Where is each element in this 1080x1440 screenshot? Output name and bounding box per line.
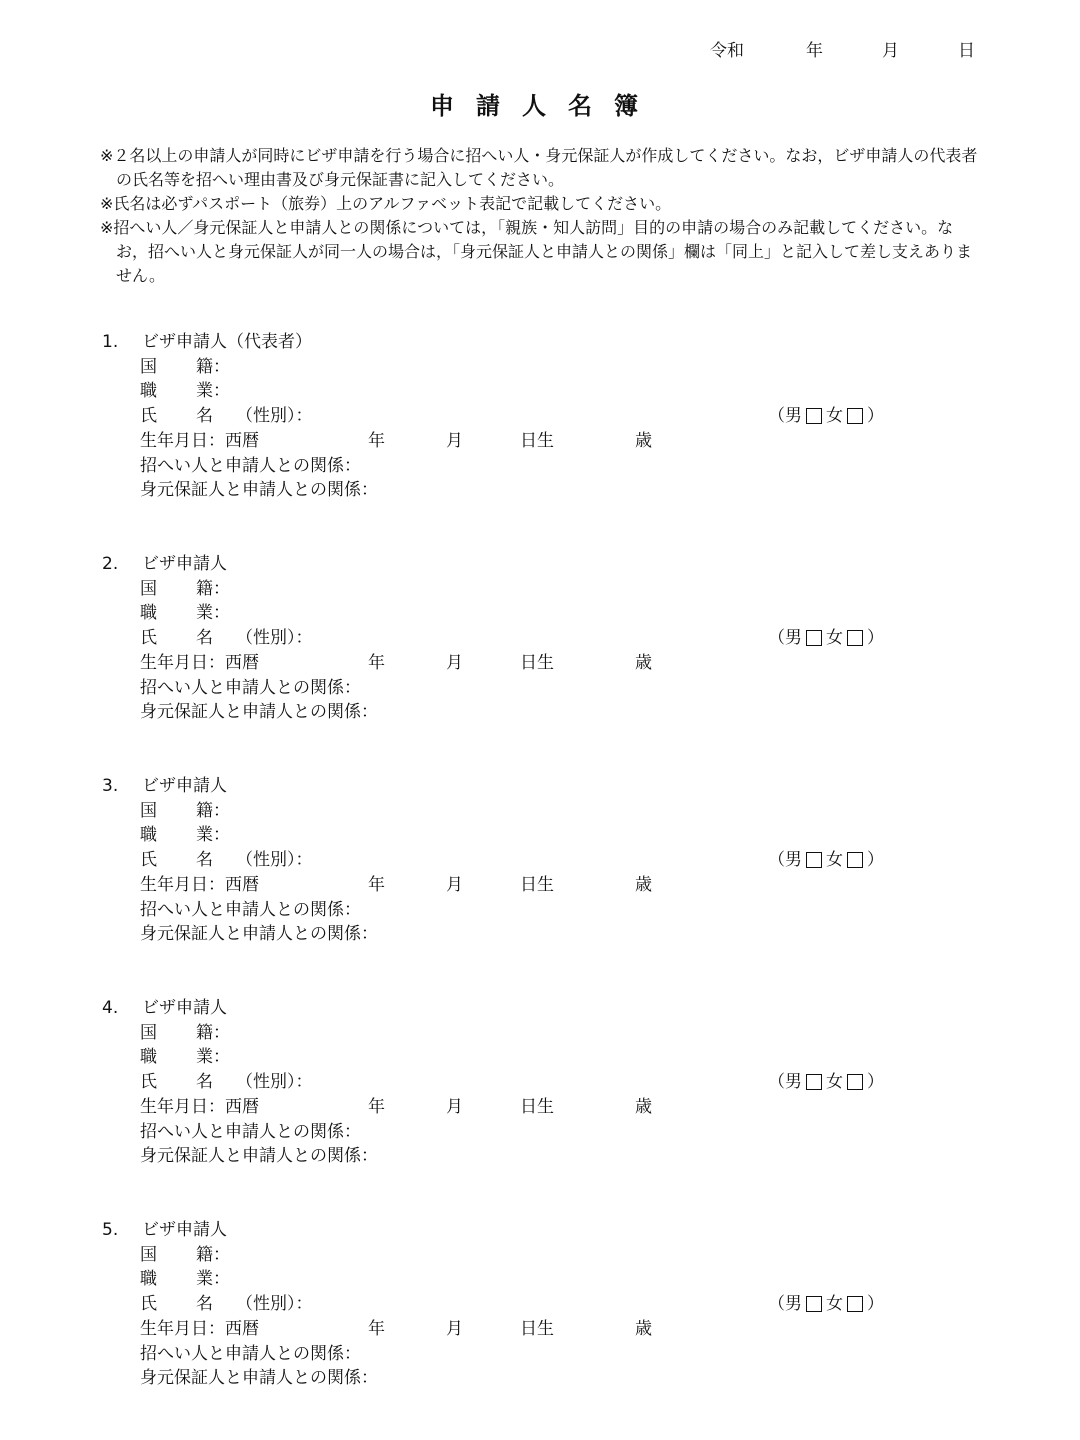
guarantor-relation-row [100, 922, 980, 946]
male-checkbox[interactable] [806, 1296, 822, 1312]
guarantor-relation-row [100, 478, 980, 502]
applicant-heading-row [100, 552, 980, 576]
gender-close-label: ） [867, 628, 884, 648]
birth-month-label: 月 [446, 874, 463, 895]
gender-open-label: （男 [768, 406, 802, 426]
occupation-row [100, 823, 980, 847]
inviter-relation-label: 招へい人と申請人との関係： [140, 455, 361, 476]
male-checkbox[interactable] [806, 1074, 822, 1090]
birthdate-row [100, 651, 980, 675]
nationality-label-a: 国 [140, 578, 157, 599]
gender-open-label: （男 [768, 1294, 802, 1314]
birth-year-label: 年 [368, 874, 385, 895]
nationality-row [100, 355, 980, 379]
birth-month-label: 月 [446, 1096, 463, 1117]
note-2: ※氏名は必ずパスポート（旅券）上のアルファベット表記で記載してください。 [100, 194, 672, 213]
age-label: 歳 [635, 874, 652, 895]
name-row [100, 848, 980, 872]
age-label: 歳 [635, 652, 652, 673]
applicant-heading: ビザ申請人 [142, 1220, 227, 1240]
birthdate-row [100, 873, 980, 897]
inviter-relation-row [100, 898, 980, 922]
occupation-row [100, 601, 980, 625]
name-label-b: 名 [196, 406, 213, 426]
occupation-label-a: 職 [140, 381, 157, 401]
name-label-a: 氏 [140, 1294, 157, 1314]
guarantor-relation-label: 身元保証人と申請人との関係： [140, 1146, 378, 1166]
female-label: 女 [826, 1072, 843, 1092]
applicant-block-5 [100, 1218, 980, 1393]
name-label-b: 名 [196, 1072, 213, 1092]
occupation-row [100, 379, 980, 403]
guarantor-relation-row [100, 700, 980, 724]
age-label: 歳 [635, 1096, 652, 1117]
female-label: 女 [826, 1294, 843, 1314]
name-label-a: 氏 [140, 628, 157, 648]
female-label: 女 [826, 850, 843, 870]
nationality-label-a: 国 [140, 356, 157, 377]
inviter-relation-label: 招へい人と申請人との関係： [140, 677, 361, 698]
name-label-c: （性別）： [236, 406, 313, 426]
name-row [100, 404, 980, 428]
name-label-a: 氏 [140, 850, 157, 870]
applicant-heading: ビザ申請人（代表者） [142, 332, 312, 352]
nationality-label-b: 籍： [196, 800, 230, 821]
gender-selector [768, 1292, 884, 1316]
birth-day-label: 日生 [520, 874, 554, 895]
date-era: 令和 [710, 41, 744, 61]
nationality-label-a: 国 [140, 1022, 157, 1043]
inviter-relation-label: 招へい人と申請人との関係： [140, 899, 361, 920]
occupation-label-b: 業： [196, 825, 230, 845]
nationality-label-b: 籍： [196, 1022, 230, 1043]
occupation-label-a: 職 [140, 825, 157, 845]
nationality-row [100, 799, 980, 823]
guarantor-relation-label: 身元保証人と申請人との関係： [140, 480, 378, 500]
inviter-relation-label: 招へい人と申請人との関係： [140, 1343, 361, 1364]
age-label: 歳 [635, 1318, 652, 1339]
occupation-label-b: 業： [196, 1269, 230, 1289]
birth-year-label: 年 [368, 1318, 385, 1339]
birthdate-row [100, 1095, 980, 1119]
occupation-label-b: 業： [196, 381, 230, 401]
gender-selector [768, 1070, 884, 1094]
inviter-relation-row [100, 1342, 980, 1366]
gender-selector [768, 848, 884, 872]
male-checkbox[interactable] [806, 630, 822, 646]
birth-year-label: 年 [368, 1096, 385, 1117]
gender-open-label: （男 [768, 1072, 802, 1092]
birth-month-label: 月 [446, 652, 463, 673]
applicant-heading: ビザ申請人 [142, 554, 227, 574]
inviter-relation-row [100, 676, 980, 700]
nationality-label-b: 籍： [196, 1244, 230, 1265]
birthdate-label: 生年月日：西暦 [140, 874, 259, 895]
female-checkbox[interactable] [847, 1074, 863, 1090]
female-checkbox[interactable] [847, 408, 863, 424]
nationality-row [100, 1021, 980, 1045]
occupation-label-b: 業： [196, 1047, 230, 1067]
inviter-relation-row [100, 454, 980, 478]
name-label-a: 氏 [140, 1072, 157, 1092]
occupation-label-a: 職 [140, 1047, 157, 1067]
applicant-number: 4. [102, 998, 119, 1018]
birth-year-label: 年 [368, 652, 385, 673]
birthdate-label: 生年月日：西暦 [140, 1096, 259, 1117]
birthdate-label: 生年月日：西暦 [140, 1318, 259, 1339]
gender-close-label: ） [867, 406, 884, 426]
birthdate-label: 生年月日：西暦 [140, 652, 259, 673]
applicant-heading-row [100, 1218, 980, 1242]
age-label: 歳 [635, 430, 652, 451]
guarantor-relation-label: 身元保証人と申請人との関係： [140, 1368, 378, 1388]
guarantor-relation-row [100, 1144, 980, 1168]
occupation-row [100, 1267, 980, 1291]
date-line [700, 36, 990, 61]
birth-day-label: 日生 [520, 1318, 554, 1339]
nationality-label-a: 国 [140, 1244, 157, 1265]
applicant-block-4 [100, 996, 980, 1171]
applicant-block-1 [100, 330, 980, 505]
page-title: 申請人名簿 [430, 92, 660, 120]
birth-month-label: 月 [446, 430, 463, 451]
male-checkbox[interactable] [806, 852, 822, 868]
guarantor-relation-row [100, 1366, 980, 1390]
name-label-c: （性別）： [236, 1294, 313, 1314]
name-label-b: 名 [196, 850, 213, 870]
name-label-b: 名 [196, 1294, 213, 1314]
female-label: 女 [826, 628, 843, 648]
birth-day-label: 日生 [520, 1096, 554, 1117]
birthdate-row [100, 429, 980, 453]
applicant-number: 1. [102, 332, 119, 352]
name-row [100, 626, 980, 650]
occupation-label-a: 職 [140, 603, 157, 623]
female-checkbox[interactable] [847, 630, 863, 646]
note-1: ※２名以上の申請人が同時にビザ申請を行う場合に招へい人・身元保証人が作成してください。なお，ビザ申請人の代表者の氏名等を招へい理由書及び身元保証書に記入してください。 [100, 146, 978, 189]
gender-selector [768, 626, 884, 650]
birthdate-row [100, 1317, 980, 1341]
applicant-heading-row [100, 996, 980, 1020]
name-label-c: （性別）： [236, 628, 313, 648]
gender-open-label: （男 [768, 628, 802, 648]
date-year: 年 [806, 41, 823, 61]
gender-close-label: ） [867, 1294, 884, 1314]
instructions [100, 144, 985, 288]
applicant-number: 3. [102, 776, 119, 796]
inviter-relation-label: 招へい人と申請人との関係： [140, 1121, 361, 1142]
male-checkbox[interactable] [806, 408, 822, 424]
nationality-label-b: 籍： [196, 578, 230, 599]
applicant-number: 5. [102, 1220, 119, 1240]
name-row [100, 1292, 980, 1316]
name-row [100, 1070, 980, 1094]
gender-open-label: （男 [768, 850, 802, 870]
name-label-a: 氏 [140, 406, 157, 426]
female-checkbox[interactable] [847, 1296, 863, 1312]
applicant-block-2 [100, 552, 980, 727]
female-label: 女 [826, 406, 843, 426]
applicant-heading-row [100, 774, 980, 798]
name-label-c: （性別）： [236, 850, 313, 870]
name-label-c: （性別）： [236, 1072, 313, 1092]
note-3: ※招へい人／身元保証人と申請人との関係については，「親族・知人訪問」目的の申請の場合のみ記載してください。なお，招へい人と身元保証人が同一人の場合は，「身元保証人と申請人との関係」欄は「同上」と記入して差し支えありません。 [100, 218, 973, 285]
date-day: 日 [958, 41, 975, 61]
nationality-label-a: 国 [140, 800, 157, 821]
birth-day-label: 日生 [520, 430, 554, 451]
nationality-row [100, 577, 980, 601]
applicant-heading: ビザ申請人 [142, 776, 227, 796]
gender-selector [768, 404, 884, 428]
birthdate-label: 生年月日：西暦 [140, 430, 259, 451]
nationality-row [100, 1243, 980, 1267]
birth-year-label: 年 [368, 430, 385, 451]
inviter-relation-row [100, 1120, 980, 1144]
female-checkbox[interactable] [847, 852, 863, 868]
gender-close-label: ） [867, 1072, 884, 1092]
name-label-b: 名 [196, 628, 213, 648]
date-month: 月 [882, 41, 899, 61]
applicant-block-3 [100, 774, 980, 949]
applicant-heading: ビザ申請人 [142, 998, 227, 1018]
applicant-number: 2. [102, 554, 119, 574]
occupation-label-b: 業： [196, 603, 230, 623]
occupation-row [100, 1045, 980, 1069]
nationality-label-b: 籍： [196, 356, 230, 377]
guarantor-relation-label: 身元保証人と申請人との関係： [140, 702, 378, 722]
gender-close-label: ） [867, 850, 884, 870]
applicant-heading-row [100, 330, 980, 354]
birth-month-label: 月 [446, 1318, 463, 1339]
occupation-label-a: 職 [140, 1269, 157, 1289]
guarantor-relation-label: 身元保証人と申請人との関係： [140, 924, 378, 944]
birth-day-label: 日生 [520, 652, 554, 673]
